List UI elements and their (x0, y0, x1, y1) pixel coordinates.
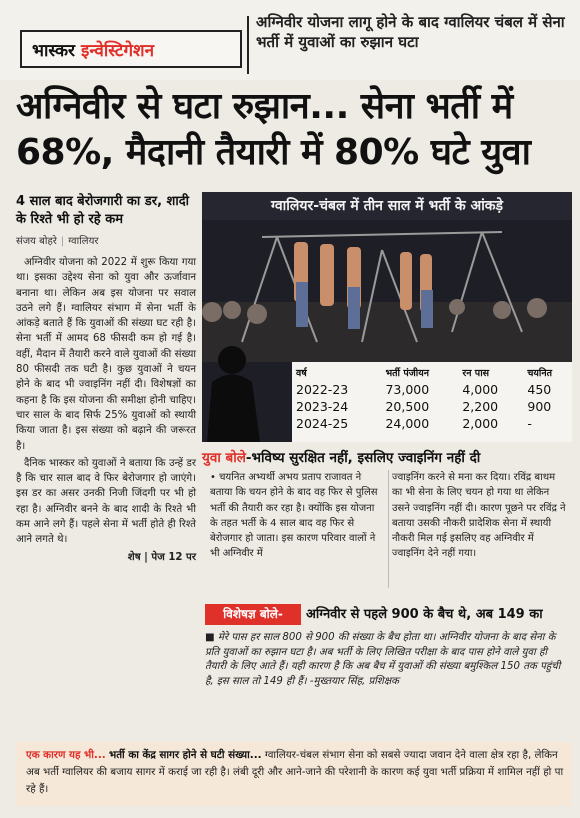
expert-title: अग्निवीर से पहले 900 के बैच थे, अब 149 का (306, 607, 543, 622)
column-divider (388, 470, 389, 588)
table-cell: 900 (527, 399, 552, 414)
table-cell: 20,500 (385, 399, 430, 414)
expert-quote: ■ मेरे पास हर साल 800 से 900 की संख्या के बैच होता था। अग्निवीर योजना के बाद सेना के प्रति युवाओं का रुझान घटा है। अब भर्ती के लिए लिखित परीक्षा के बाद पास होने वाले युवा ही तैयारी के लिए आते हैं। यही कारण है कि अब बैच में युवाओं की संख्या बमुश्किल 150 तक पहुंची है, इस साल तो 149 ही हैं। -मुख्तयार सिंह, प्रशिक्षक (205, 632, 561, 687)
column-header: चयनित (527, 368, 553, 379)
table-row (292, 398, 572, 415)
youth-quote-col-1: • चयनित अभ्यर्थी अभय प्रताप राजावत ने बताया कि चयन होने के बाद वह फिर से पुलिस भर्ती की तैयारी कर रहा है। क्योंकि इस योजना के तहत भर्ती के 4 साल बाद वह फिर से बेरोजगार हो जाता। इस कारण परिवार वालों ने भी अग्निवीर में (210, 472, 378, 560)
footer-body: ग्वालियर-चंबल संभाग सेना को सबसे ज्यादा जवान देने वाला क्षेत्र रहा है, लेकिन अब भर्ती ग्वालियर की बजाय सागर में कराई जा रही है। लंबी दूरी और आने-जाने की परेशानी के कारण कई युवा भर्ती प्रक्रिया में शामिल नहीं हो पा रहे हैं। (26, 749, 564, 795)
photo-title: ग्वालियर-चंबल में तीन साल में भर्ती के आंकड़े (202, 192, 572, 220)
logo-part-1: भास्कर (32, 40, 75, 61)
divider (247, 16, 249, 74)
expert-badge: विशेषज्ञ बोले- (205, 604, 301, 625)
footer-title: भर्ती का केंद्र सागर होने से घटी संख्या... (108, 749, 262, 761)
table-cell: 24,000 (385, 416, 430, 431)
headline: अग्निवीर से घटा रुझान... सेना भर्ती में 68%, मैदानी तैयारी में 80% घटे युवा (16, 86, 531, 173)
table-cell: - (527, 416, 532, 431)
logo-part-2: इन्वेस्टिगेशन (80, 40, 155, 61)
paragraph: दैनिक भास्कर को युवाओं ने बताया कि उन्हें डर है कि चार साल बाद वे फिर बेरोजगार हो जाएंगे। इस डर का असर उनकी निजी जिंदगी पर भी हो रहा है। अग्निवीर बनने के बाद शादी के रिश्ते भी कम आने लगे हैं। पहले सेना में भर्ती होते ही रिश्ते आने लगते थे। (16, 457, 196, 546)
table-cell: 450 (527, 382, 552, 397)
photo-panel (202, 192, 572, 442)
left-column (16, 193, 196, 565)
youth-section-title (202, 448, 572, 466)
article-body (16, 255, 196, 565)
table-cell: 4,000 (462, 382, 499, 397)
table-header-row (292, 362, 572, 381)
table-cell: 2,000 (462, 416, 499, 431)
section-logo (20, 30, 242, 68)
table-cell: 73,000 (385, 382, 430, 397)
table-cell: 2,200 (462, 399, 499, 414)
youth-quote-col-2: ज्वाइनिंग करने से मना कर दिया। रविंद्र बाथम का भी सेना के लिए चयन हो गया था लेकिन उसने ज्वाइनिंग नहीं दी। कारण पूछने पर रविंद्र ने बताया उसकी नौकरी प्रादेशिक सेना में स्थायी नौकरी मिल गई इसलिए वह अग्निवीर में ज्वाइनिंग देने नहीं गया। (392, 472, 566, 560)
column-header: रन पास (462, 368, 490, 379)
table-row (292, 415, 572, 432)
paragraph: अग्निवीर योजना को 2022 में शुरू किया गया था। इसका उद्देश्य सेना को युवा और ऊर्जावान बनाना था। लेकिन अब इस योजना पर सवाल उठने लगे हैं। ग्वालियर संभाग में सेना भर्ती के आंकड़े बताते हैं कि युवाओं की संख्या घट रही है। सेना भर्ती में आमद 68 फीसदी कम हो गई है। वहीं, मैदान में तैयारी करने वाले युवाओं की संख्या 80 फीसदी तक घटी है। कुछ युवाओं ने चयन होने के बाद भी ज्वाइनिंग नहीं दी। विशेषज्ञों का कहना है कि इस योजना की समीक्षा होनी चाहिए। चार साल के बाद सिर्फ 25% युवाओं को स्थायी किया जाता है। इस संख्या को बढ़ाने की जरूरत है। (16, 257, 196, 452)
youth-label: युवा बोले (202, 450, 246, 466)
byline: संजय बोहरे | ग्वालियर (16, 236, 99, 247)
footer-text (26, 747, 566, 798)
table-row (292, 381, 572, 398)
table-cell: 2023-24 (296, 399, 349, 414)
table-cell: 2024-25 (296, 416, 349, 431)
youth-title: -भविष्य सुरक्षित नहीं, इसलिए ज्वाइनिंग नहीं दी (245, 450, 481, 466)
stats-table (292, 362, 572, 442)
table-cell: 2022-23 (296, 382, 349, 397)
footer-label: एक कारण यह भी... (26, 749, 106, 761)
continued-note: शेष | पेज 12 पर (127, 551, 196, 563)
column-header: वर्ष (296, 368, 307, 379)
subheadline: 4 साल बाद बेरोजगारी का डर, शादी के रिश्ते भी हो रहे कम (16, 194, 190, 227)
dateline: ग्वालियर (68, 236, 99, 247)
author: संजय बोहरे (16, 236, 57, 247)
kicker-text: अग्निवीर योजना लागू होने के बाद ग्वालियर चंबल में सेना भर्ती में युवाओं का रुझान घटा (256, 13, 565, 51)
column-header: भर्ती पंजीयन (385, 368, 430, 379)
